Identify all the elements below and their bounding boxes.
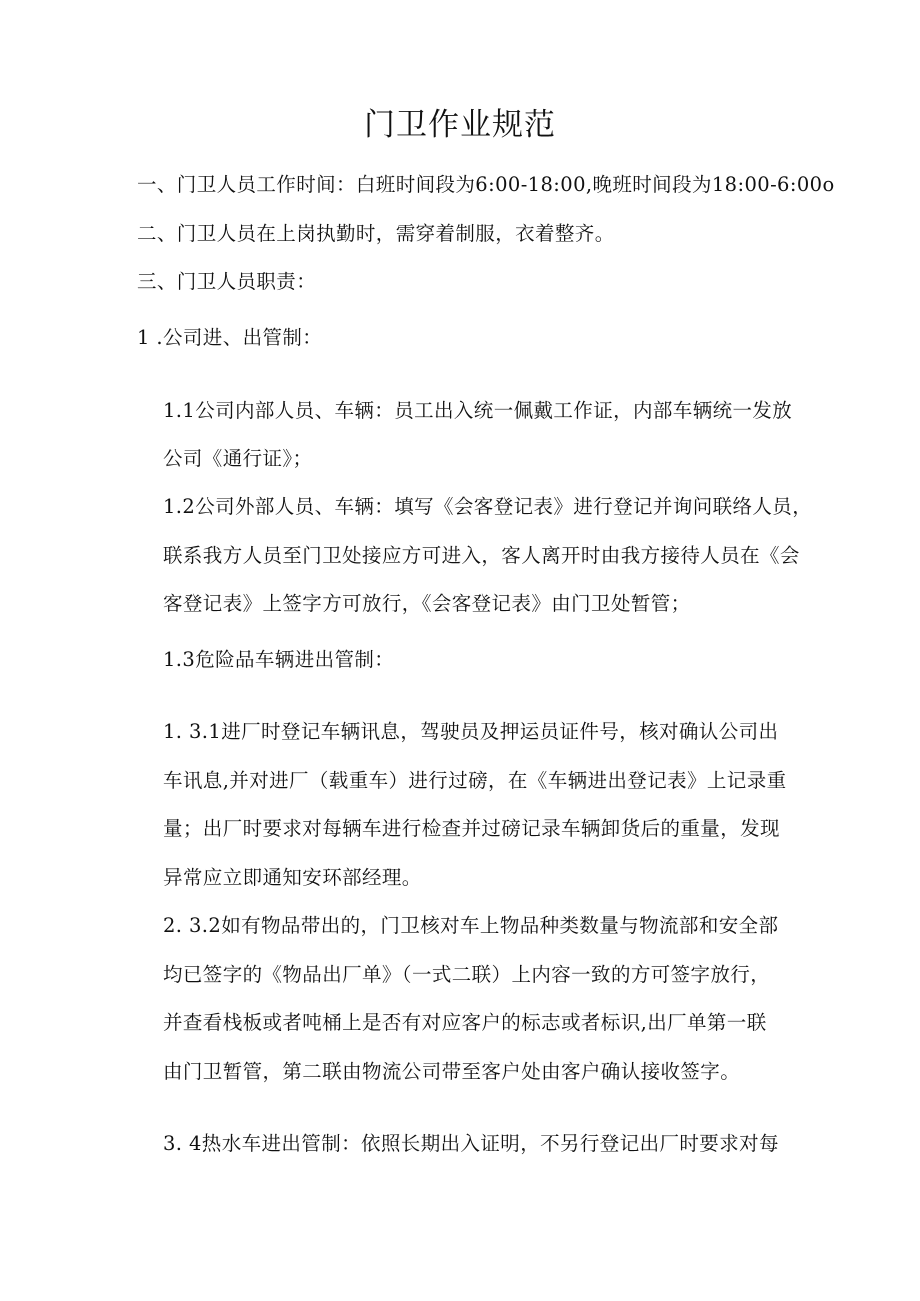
paragraph-uniform: 二、门卫人员在上岗执勤时，需穿着制服，衣着整齐。	[137, 222, 615, 245]
clause-1-1-line-2: 公司《通行证》；	[163, 447, 313, 470]
clause-3-4-line-1: 3. 4热水车进出管制：依照长期出入证明，不另行登记出厂时要求对每	[163, 1132, 779, 1155]
clause-3-1-line-2: 车讯息,并对进厂（载重车）进行过磅，在《车辆进出登记表》上记录重	[163, 769, 787, 792]
paragraph-work-hours: 一、门卫人员工作时间：白班时间段为6:00-18:00,晚班时间段为18:00-6:00o	[137, 173, 835, 196]
clause-1-2-line-3: 客登记表》上签字方可放行，《会客登记表》由门卫处暂管；	[163, 592, 691, 615]
clause-3-2-line-1: 2. 3.2如有物品带出的，门卫核对车上物品种类数量与物流部和安全部	[163, 914, 779, 937]
clause-3-1-line-1: 1. 3.1进厂时登记车辆讯息，驾驶员及押运员证件号，核对确认公司出	[163, 720, 779, 743]
paragraph-duties-heading: 三、门卫人员职责：	[137, 270, 317, 293]
clause-1-3-heading: 1.3危险品车辆进出管制：	[163, 648, 395, 671]
document-title: 门卫作业规范	[364, 107, 556, 143]
section-access-control-heading: 1 .公司进、出管制：	[137, 326, 323, 349]
clause-3-2-line-2: 均已签字的《物品出厂单》（一式二联）上内容一致的方可签字放行，	[163, 963, 771, 986]
clause-1-2-line-1: 1.2公司外部人员、车辆：填写《会客登记表》进行登记并询问联络人员，	[163, 495, 813, 518]
clause-3-1-line-4: 异常应立即通知安环部经理。	[163, 866, 422, 889]
clause-1-2-line-2: 联系我方人员至门卫处接应方可进入，客人离开时由我方接待人员在《会	[163, 544, 800, 567]
clause-1-1-line-1: 1.1公司内部人员、车辆：员工出入统一佩戴工作证，内部车辆统一发放	[163, 399, 793, 422]
clause-3-2-line-3: 并查看栈板或者吨桶上是否有对应客户的标志或者标识,出厂单第一联	[163, 1011, 767, 1034]
clause-3-1-line-3: 量；出厂时要求对每辆车进行检查并过磅记录车辆卸货后的重量，发现	[163, 817, 780, 840]
clause-3-2-line-4: 由门卫暂管，第二联由物流公司带至客户处由客户确认接收签字。	[163, 1060, 741, 1083]
